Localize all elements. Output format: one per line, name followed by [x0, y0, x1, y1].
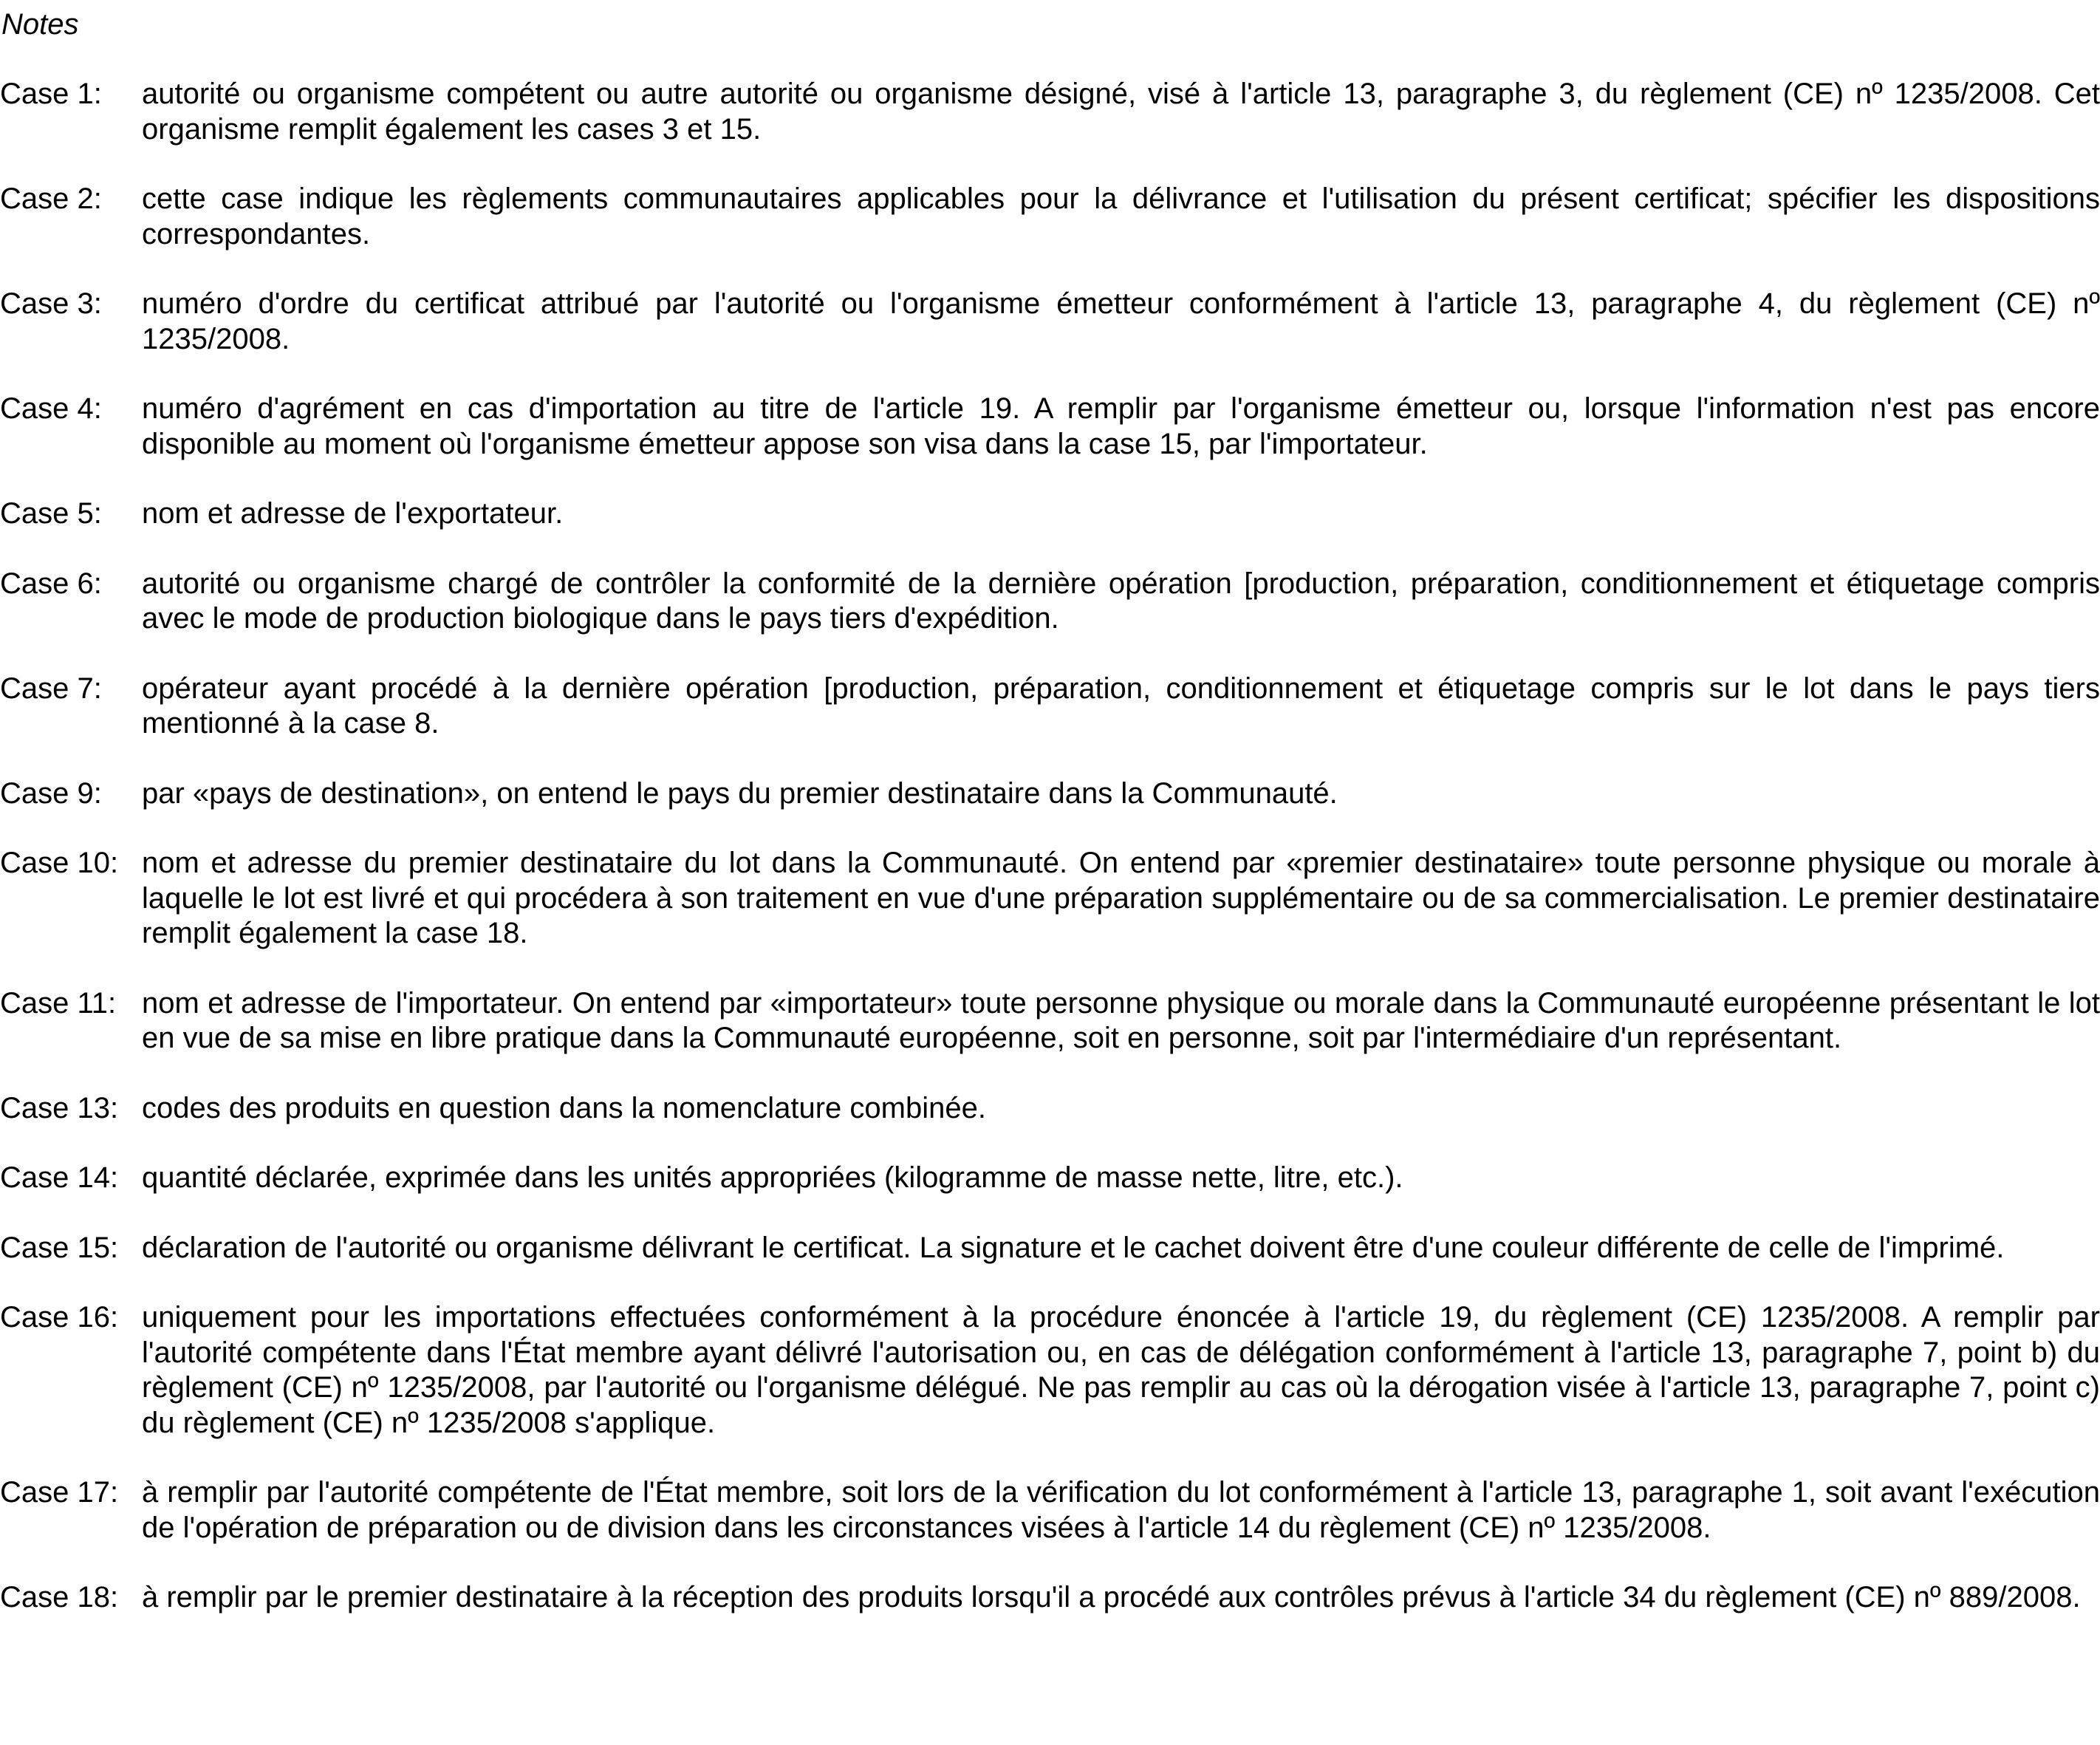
note-case-7: [0, 672, 2100, 742]
note-text: opérateur ayant procédé à la dernière opération [production, préparation, conditionnement et étiquetage compris sur le lot dans le pays tiers mentionné à la case 8.: [142, 672, 2100, 740]
note-case-16: [0, 1300, 2100, 1441]
note-label: Case 9:: [0, 776, 102, 810]
note-label: Case 4:: [0, 392, 102, 425]
note-case-11: [0, 986, 2100, 1056]
note-label: Case 10:: [0, 847, 119, 879]
note-case-13: [0, 1091, 2100, 1127]
note-text: uniquement pour les importations effectuées conformément à la procédure énoncée à l'article 19, du règlement (CE) 1235/2008. A remplir par l'autorité compétente dans l'État membre ayant délivré l'autorisation ou, en cas de délégation conformément à l'article 13, paragraphe 7, point b) du règlement (CE) nº 1235/2008, par l'autorité ou l'organisme délégué. Ne pas remplir au cas où la dérogation visée à l'article 13, paragraphe 7, point c) du règlement (CE) nº 1235/2008 s'applique.: [142, 1301, 2100, 1439]
note-text: déclaration de l'autorité ou organisme délivrant le certificat. La signature et le cachet doivent être d'une couleur différente de celle de l'imprimé.: [142, 1231, 2005, 1264]
note-text: à remplir par l'autorité compétente de l'État membre, soit lors de la vérification du lot conformément à l'article 13, paragraphe 1, soit avant l'exécution de l'opération de préparation ou de division dans les circonstances visées à l'article 14 du règlement (CE) nº 1235/2008.: [142, 1476, 2100, 1544]
note-label: Case 6:: [0, 567, 102, 600]
note-text: à remplir par le premier destinataire à la réception des produits lorsqu'il a procédé aux contrôles prévus à l'article 34 du règlement (CE) nº 889/2008.: [142, 1581, 2081, 1613]
note-label: Case 17:: [0, 1476, 119, 1509]
note-text: nom et adresse du premier destinataire du lot dans la Communauté. On entend par «premier destinataire» toute personne physique ou morale à laquelle le lot est livré et qui procédera à son traitement en vue d'une préparation supplémentaire ou de sa commercialisation. Le premier destinataire remplit également la case 18.: [142, 847, 2100, 949]
note-case-5: [0, 496, 2100, 532]
note-text: codes des produits en question dans la nomenclature combinée.: [142, 1091, 986, 1124]
note-case-1: [0, 77, 2100, 147]
note-text: autorité ou organisme chargé de contrôler la conformité de la dernière opération [production, préparation, conditionnement et étiquetage compris avec le mode de production biologique dans le pays tiers d'expédition.: [142, 567, 2100, 635]
note-case-6: [0, 567, 2100, 637]
note-case-14: [0, 1161, 2100, 1196]
note-label: Case 5:: [0, 497, 102, 530]
note-text: cette case indique les règlements communautaires applicables pour la délivrance et l'utilisation du présent certificat; spécifier les dispositions correspondantes.: [142, 182, 2100, 250]
notes-title: Notes: [1, 8, 79, 41]
note-label: Case 3:: [0, 287, 102, 320]
note-text: nom et adresse de l'importateur. On entend par «importateur» toute personne physique ou morale dans la Communauté européenne présentant le lot en vue de sa mise en libre pratique dans la Communauté européenne, soit en personne, soit par l'intermédiaire d'un représentant.: [142, 986, 2100, 1054]
note-label: Case 11:: [0, 986, 117, 1020]
note-text: autorité ou organisme compétent ou autre autorité ou organisme désigné, visé à l'article 13, paragraphe 3, du règlement (CE) nº 1235/2008. Cet organisme remplit également les cases 3 et 15.: [142, 78, 2100, 146]
note-text: quantité déclarée, exprimée dans les unités appropriées (kilogramme de masse nette, litre, etc.).: [142, 1161, 1403, 1194]
note-case-18: [0, 1580, 2100, 1616]
note-text: numéro d'ordre du certificat attribué par l'autorité ou l'organisme émetteur conformément à l'article 13, paragraphe 4, du règlement (CE) nº 1235/2008.: [142, 287, 2100, 355]
note-case-15: [0, 1231, 2100, 1266]
note-label: Case 14:: [0, 1161, 119, 1194]
note-label: Case 15:: [0, 1231, 119, 1264]
note-case-4: [0, 392, 2100, 462]
note-label: Case 1:: [0, 78, 102, 110]
note-case-9: [0, 776, 2100, 812]
note-case-10: [0, 846, 2100, 952]
note-case-17: [0, 1475, 2100, 1546]
note-label: Case 18:: [0, 1581, 119, 1613]
note-case-3: [0, 287, 2100, 357]
note-label: Case 2:: [0, 182, 102, 215]
note-case-2: [0, 182, 2100, 252]
note-text: numéro d'agrément en cas d'importation au titre de l'article 19. A remplir par l'organisme émetteur ou, lorsque l'information n'est pas encore disponible au moment où l'organisme émetteur appose son visa dans la case 15, par l'importateur.: [142, 392, 2100, 460]
note-text: nom et adresse de l'exportateur.: [142, 497, 564, 530]
note-label: Case 7:: [0, 672, 102, 705]
notes-list: [0, 77, 2100, 1616]
note-text: par «pays de destination», on entend le pays du premier destinataire dans la Communauté.: [142, 776, 1338, 810]
note-label: Case 13:: [0, 1091, 119, 1124]
note-label: Case 16:: [0, 1301, 119, 1333]
